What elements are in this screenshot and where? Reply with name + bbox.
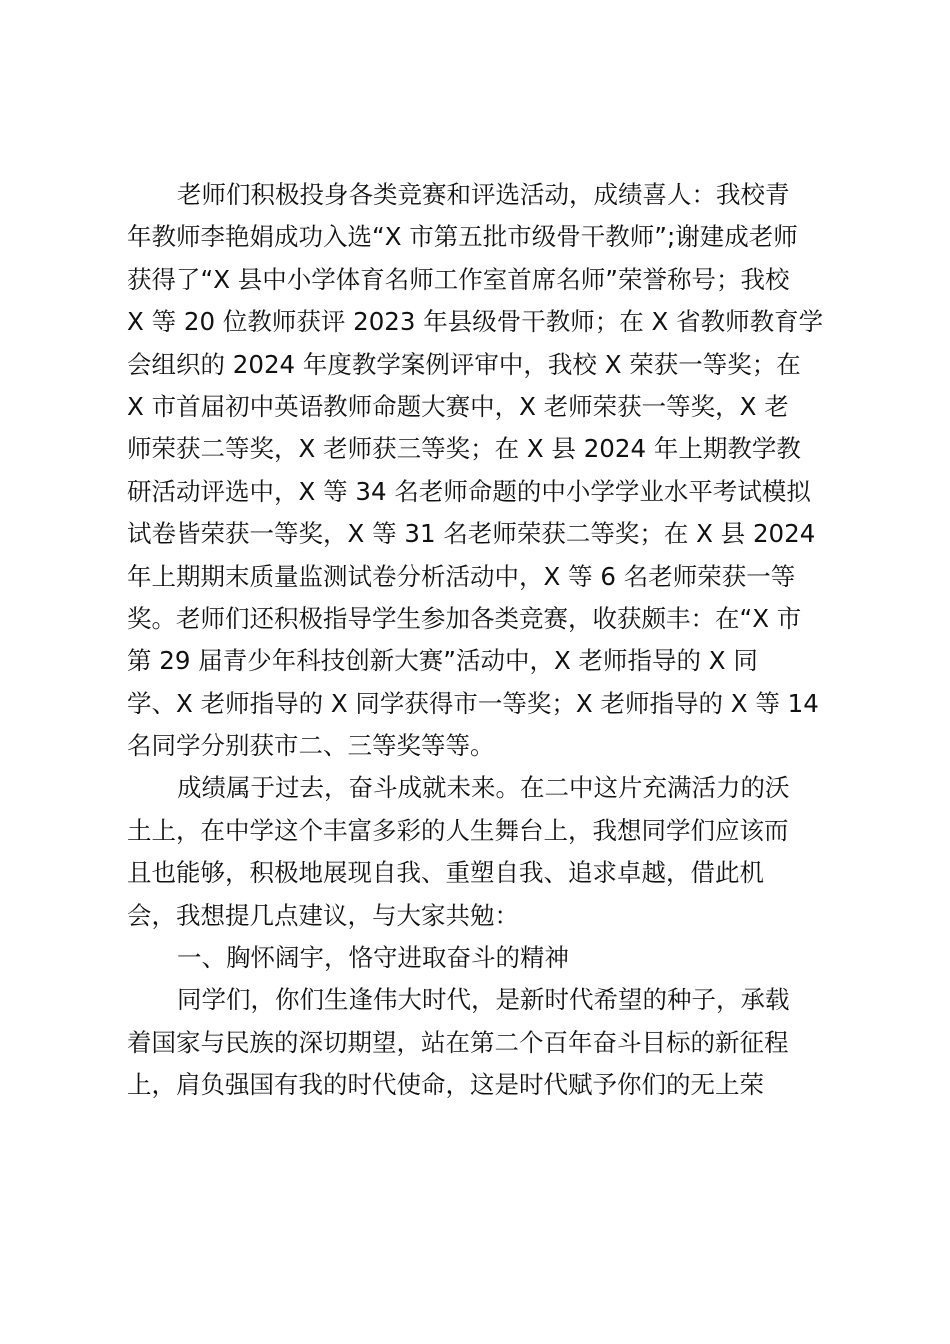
text-line: 且也能够，积极地展现自我、重塑自我、追求卓越，借此机 bbox=[127, 858, 764, 888]
text-line: 会，我想提几点建议，与大家共勉： bbox=[127, 900, 519, 930]
section-heading: 一、胸怀阔宇，恪守进取奋斗的精神 bbox=[177, 943, 569, 973]
text-line: 土上，在中学这个丰富多彩的人生舞台上，我想同学们应该而 bbox=[127, 815, 789, 845]
text-line: 成绩属于过去，奋斗成就未来。在二中这片充满活力的沃 bbox=[177, 773, 790, 803]
text-line: 年教师李艳娟成功入选“X 市第五批市级骨干教师”;谢建成老师 bbox=[127, 222, 798, 252]
text-line: X 等 20 位教师获评 2023 年县级骨干教师；在 X 省教师教育学 bbox=[127, 307, 824, 337]
body-text bbox=[127, 174, 837, 1107]
text-line: 上，肩负强国有我的时代使命，这是时代赋予你们的无上荣 bbox=[127, 1070, 764, 1100]
text-line: 学、X 老师指导的 X 同学获得市一等奖；X 老师指导的 X 等 14 bbox=[127, 688, 819, 718]
text-line: 第 29 届青少年科技创新大赛”活动中，X 老师指导的 X 同 bbox=[127, 646, 758, 676]
text-line: 奖。老师们还积极指导学生参加各类竞赛，收获颇丰：在“X 市 bbox=[127, 603, 802, 633]
text-line: 会组织的 2024 年度教学案例评审中，我校 X 荣获一等奖；在 bbox=[127, 349, 801, 379]
text-line: 试卷皆荣获一等奖，X 等 31 名老师荣获二等奖；在 X 县 2024 bbox=[127, 519, 816, 549]
text-line: 年上期期末质量监测试卷分析活动中，X 等 6 名老师荣获一等 bbox=[127, 561, 796, 591]
text-line: 名同学分别获市二、三等奖等等。 bbox=[127, 731, 495, 761]
text-line: 获得了“X 县中小学体育名师工作室首席名师”荣誉称号；我校 bbox=[127, 264, 790, 294]
text-line: 老师们积极投身各类竞赛和评选活动，成绩喜人：我校青 bbox=[177, 180, 790, 209]
text-line: X 市首届初中英语教师命题大赛中，X 老师荣获一等奖，X 老 bbox=[127, 391, 789, 421]
text-line: 研活动评选中，X 等 34 名老师命题的中小学学业水平考试模拟 bbox=[127, 476, 811, 506]
text-line: 同学们，你们生逢伟大时代，是新时代希望的种子，承载 bbox=[177, 985, 790, 1015]
text-line: 师荣获二等奖，X 老师获三等奖；在 X 县 2024 年上期教学教 bbox=[127, 434, 801, 464]
text-line: 着国家与民族的深切期望，站在第二个百年奋斗目标的新征程 bbox=[127, 1027, 789, 1057]
